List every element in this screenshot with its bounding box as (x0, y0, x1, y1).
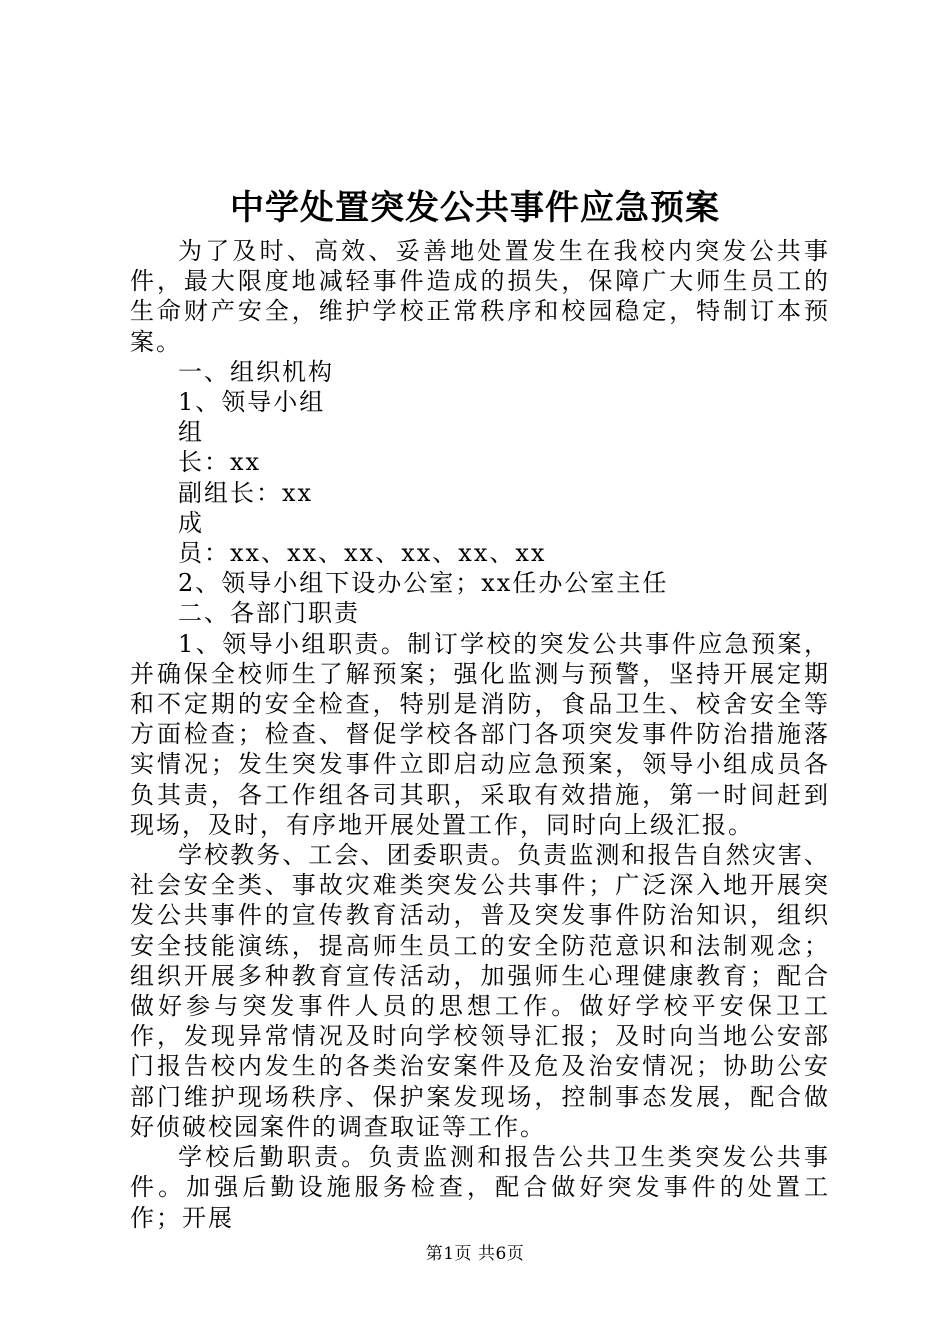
paragraph-logistics-duties: 学校后勤职责。负责监测和报告公共卫生类突发公共事件。加强后勤设施服务检查，配合做好突发事件的处置工作；开展 (130, 1143, 830, 1232)
line-group-leader-part1: 组 (178, 418, 204, 447)
line-deputy-leader: 副组长：xx (178, 478, 314, 507)
heading-organization: 一、组织机构 (178, 357, 334, 386)
paragraph-intro: 为了及时、高效、妥善地处置发生在我校内突发公共事件，最大限度地减轻事件造成的损失，保障广大师生员工的生命财产安全，维护学校正常秩序和校园稳定，特制订本预案。 (130, 237, 830, 356)
page-footer: 第1页 共6页 (425, 1244, 525, 1264)
line-office: 2、领导小组下设办公室；xx任办公室主任 (178, 569, 669, 598)
line-members-part1: 成 (178, 508, 204, 537)
document-body (130, 236, 830, 1233)
line-group-leader-part2: 长：xx (178, 448, 262, 477)
document-title: 中学处置突发公共事件应急预案 (230, 188, 720, 228)
line-members-part2: 员：xx、xx、xx、xx、xx、xx (178, 539, 547, 568)
paragraph-academic-duties: 学校教务、工会、团委职责。负责监测和报告自然灾害、社会安全类、事故灾难类突发公共事件；广泛深入地开展突发公共事件的宣传教育活动，普及突发事件防治知识，组织安全技能演练，提高师生员工的安全防范意识和法制观念；组织开展多种教育宣传活动，加强师生心理健康教育；配合做好参与突发事件人员的思想工作。做好学校平安保卫工作，发现异常情况及时向学校领导汇报；及时向当地公安部门报告校内发生的各类治安案件及危及治安情况；协助公安部门维护现场秩序、保护案发现场，控制事态发展，配合做好侦破校园案件的调查取证等工作。 (130, 841, 830, 1141)
heading-duties: 二、各部门职责 (178, 599, 360, 628)
paragraph-leading-group-duties: 1、领导小组职责。制订学校的突发公共事件应急预案，并确保全校师生了解预案；强化监测与预警，坚持开展定期和不定期的安全检查，特别是消防，食品卫生、校舍安全等方面检查；检查、督促学校各部门各项突发事件防治措施落实情况；发生突发事件立即启动应急预案，领导小组成员各负其责，各工作组各司其职，采取有效措施，第一时间赶到现场，及时，有序地开展处置工作，同时向上级汇报。 (130, 629, 830, 839)
heading-leading-group: 1、领导小组 (178, 388, 326, 417)
